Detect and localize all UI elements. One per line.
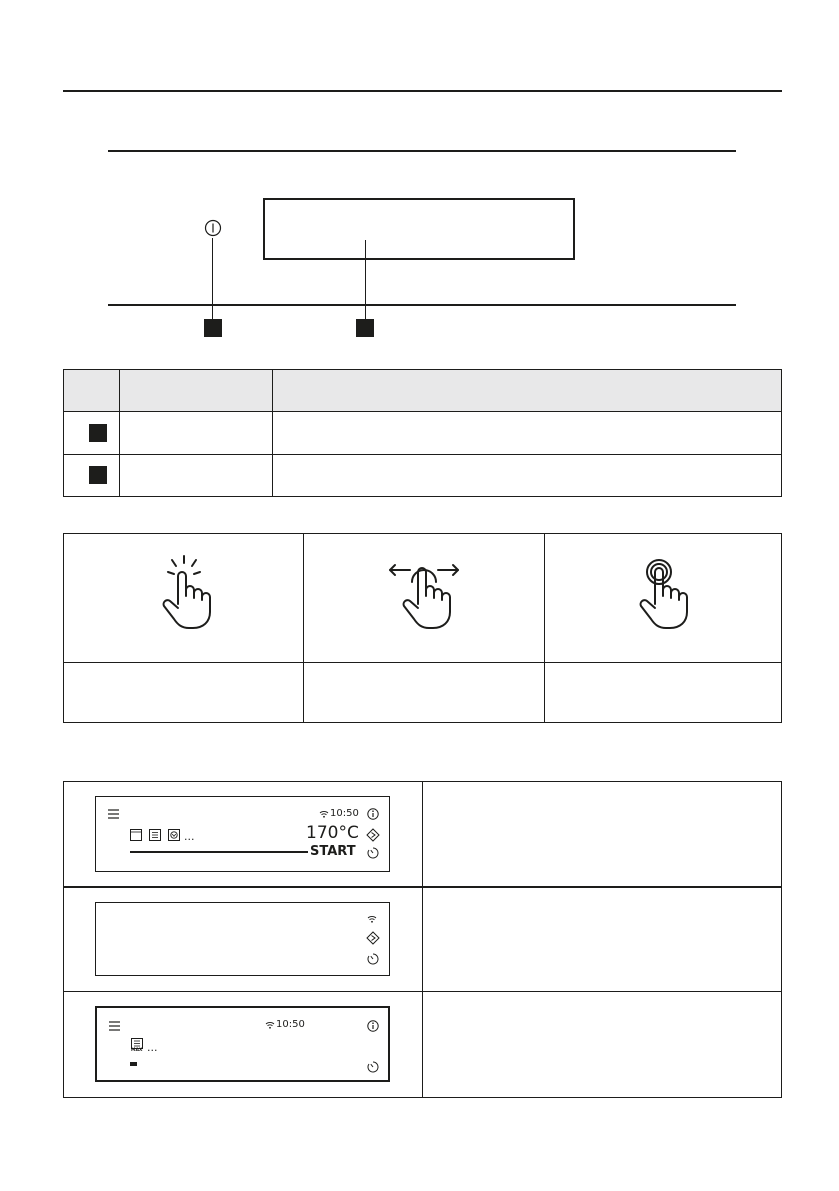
gesture-description bbox=[64, 663, 304, 723]
clock-time: 10:50 bbox=[276, 1019, 305, 1030]
display-screen-main bbox=[95, 796, 390, 872]
oven-program-icon bbox=[130, 829, 142, 841]
wifi-icon bbox=[367, 915, 377, 923]
display-screen-idle bbox=[95, 902, 390, 976]
clock-time: 10:50 bbox=[330, 808, 359, 819]
press-hold-gesture-icon bbox=[633, 556, 693, 632]
max-label: MAX bbox=[131, 1048, 143, 1053]
menu-icon bbox=[108, 809, 119, 819]
grill-program-icon bbox=[149, 829, 161, 841]
row-description bbox=[273, 455, 782, 497]
power-callout-line bbox=[212, 238, 213, 319]
callout-marker-1 bbox=[204, 319, 222, 337]
header-cell-function bbox=[120, 370, 273, 412]
progress-line bbox=[130, 851, 308, 853]
gesture-icons-row bbox=[64, 534, 782, 663]
table-row bbox=[64, 992, 782, 1098]
table-row bbox=[64, 887, 782, 992]
header-cell-description bbox=[273, 370, 782, 412]
row-description bbox=[273, 412, 782, 455]
progress-indicator bbox=[130, 1062, 137, 1066]
row-marker-1 bbox=[89, 424, 107, 442]
swipe-gesture-icon bbox=[386, 556, 462, 632]
gesture-descriptions-row bbox=[64, 663, 782, 723]
gesture-description bbox=[304, 663, 545, 723]
row-name bbox=[120, 412, 273, 455]
fan-program-icon bbox=[168, 829, 180, 841]
max-grill-icon bbox=[131, 1038, 143, 1054]
screen-description bbox=[423, 887, 782, 992]
tap-gesture-icon bbox=[156, 552, 212, 632]
wifi-icon bbox=[265, 1021, 275, 1029]
power-icon bbox=[204, 219, 222, 237]
start-label: START bbox=[310, 844, 356, 859]
display-callout-line bbox=[365, 240, 366, 319]
wifi-icon bbox=[319, 810, 329, 818]
display-screens-table bbox=[63, 781, 782, 1098]
page-header-rule bbox=[63, 90, 782, 92]
start-diamond-icon bbox=[366, 931, 380, 945]
info-icon bbox=[367, 808, 379, 820]
gesture-description bbox=[545, 663, 782, 723]
timer-icon bbox=[367, 1061, 379, 1073]
more-programs-ellipsis: ... bbox=[184, 830, 195, 843]
screen-description bbox=[423, 782, 782, 887]
table-row bbox=[64, 455, 782, 497]
legend-table-header bbox=[64, 370, 782, 412]
display-window bbox=[263, 198, 575, 260]
screen-description bbox=[423, 992, 782, 1098]
temperature-readout: 170°C bbox=[306, 823, 359, 843]
timer-icon bbox=[367, 847, 379, 859]
info-icon bbox=[367, 1020, 379, 1032]
row-name bbox=[120, 455, 273, 497]
header-cell-number bbox=[64, 370, 120, 412]
display-screen-max bbox=[95, 1006, 390, 1082]
more-programs-ellipsis: ... bbox=[147, 1041, 158, 1054]
menu-icon bbox=[109, 1021, 120, 1031]
panel-bottom-edge bbox=[108, 304, 736, 306]
row-marker-2 bbox=[89, 466, 107, 484]
table-row bbox=[64, 412, 782, 455]
start-diamond-icon bbox=[366, 828, 380, 842]
table-row bbox=[64, 782, 782, 887]
panel-top-edge bbox=[108, 150, 736, 152]
callout-marker-2 bbox=[356, 319, 374, 337]
timer-icon bbox=[367, 953, 379, 965]
legend-table bbox=[63, 369, 782, 497]
gestures-table bbox=[63, 533, 782, 723]
